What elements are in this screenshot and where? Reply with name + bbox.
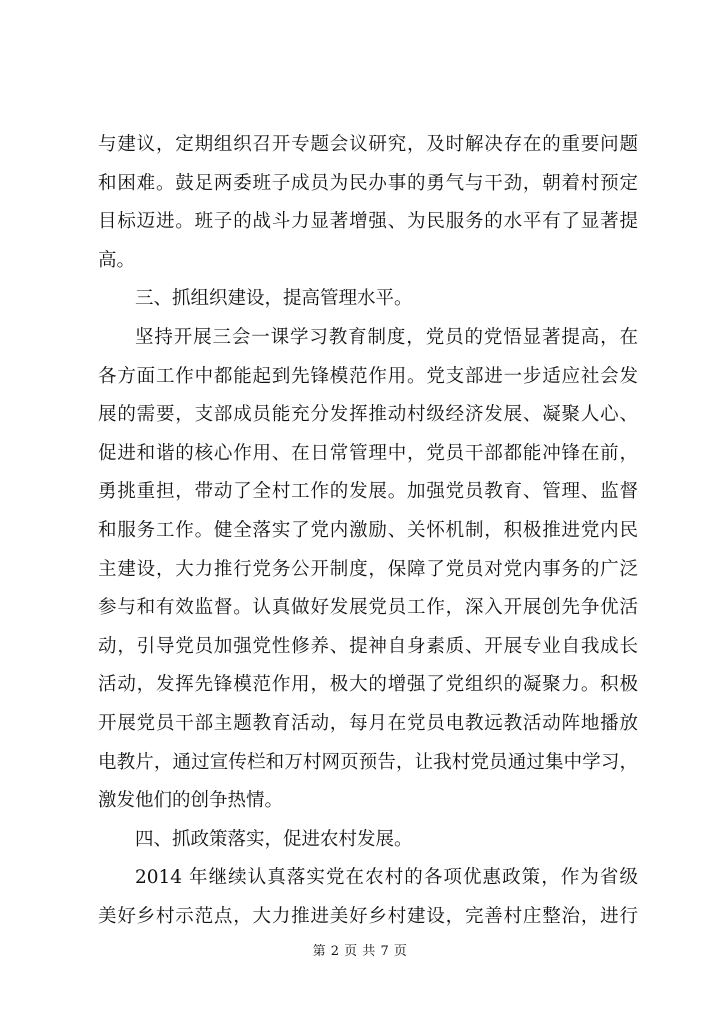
text-line: 激发他们的创争热情。 bbox=[98, 790, 284, 812]
text-line: 开展党员干部主题教育活动，每月在党员电教远教活动阵地播放 bbox=[98, 712, 638, 734]
text-line: 和服务工作。健全落实了党内激励、关怀机制，积极推进党内民 bbox=[98, 519, 638, 541]
text-line: 美好乡村示范点，大力推进美好乡村建设，完善村庄整治，进行 bbox=[98, 905, 638, 927]
text-line: 促进和谐的核心作用、在日常管理中，党员干部都能冲锋在前， bbox=[98, 442, 638, 464]
text-line: 与建议，定期组织召开专题会议研究，及时解决存在的重要问题 bbox=[98, 134, 638, 155]
text-line: 四、抓政策落实，促进农村发展。 bbox=[135, 828, 413, 850]
text-line: 动，引导党员加强党性修养、提神自身素质、开展专业自我成长 bbox=[98, 635, 638, 657]
text-line: 三、抓组织建设，提高管理水平。 bbox=[135, 288, 413, 310]
text-line: 活动，发挥先锋模范作用，极大的增强了党组织的凝聚力。积极 bbox=[98, 674, 638, 696]
document-body bbox=[98, 126, 638, 936]
text-line: 电教片，通过宣传栏和万村网页预告，让我村党员通过集中学习， bbox=[98, 751, 638, 773]
text-line: 2014 年继续认真落实党在农村的各项优惠政策，作为省级 bbox=[135, 867, 638, 889]
text-line: 坚持开展三会一课学习教育制度，党员的党悟显著提高，在 bbox=[135, 326, 638, 348]
text-line: 高。 bbox=[98, 249, 136, 271]
text-line: 目标迈进。班子的战斗力显著增强、为民服务的水平有了显著提 bbox=[98, 211, 638, 233]
text-line: 主建设，大力推行党务公开制度，保障了党员对党内事务的广泛 bbox=[98, 558, 638, 580]
text-line: 和困难。鼓足两委班子成员为民办事的勇气与干劲，朝着村预定 bbox=[98, 172, 638, 194]
text-line: 展的需要，支部成员能充分发挥推动村级经济发展、凝聚人心、 bbox=[98, 404, 638, 426]
text-line: 参与和有效监督。认真做好发展党员工作，深入开展创先争优活 bbox=[98, 597, 638, 619]
page-footer: 第 2 页 共 7 页 bbox=[312, 944, 408, 959]
text-line: 各方面工作中都能起到先锋模范作用。党支部进一步适应社会发 bbox=[98, 365, 638, 387]
text-line: 勇挑重担，带动了全村工作的发展。加强党员教育、管理、监督 bbox=[98, 481, 638, 503]
